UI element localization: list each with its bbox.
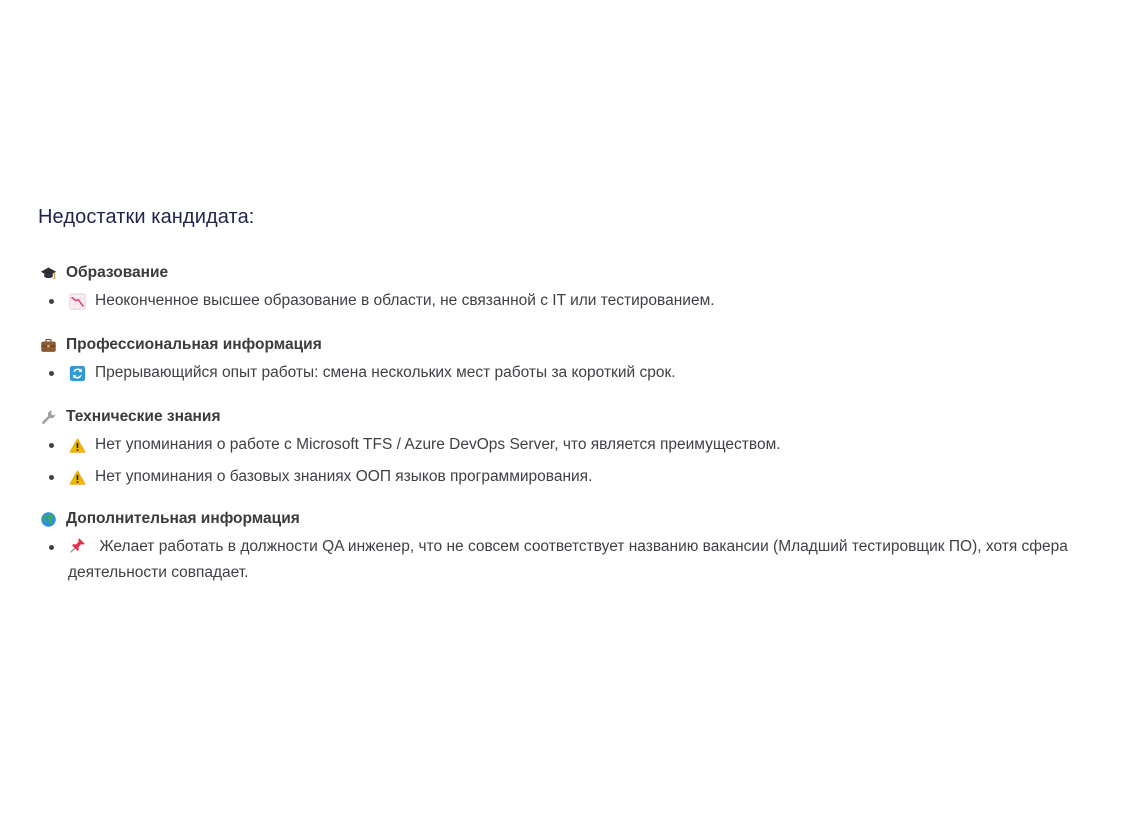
section-heading: Дополнительная информация	[66, 510, 300, 527]
bullet	[49, 443, 54, 448]
globe-icon	[39, 510, 57, 528]
list-item	[38, 360, 1108, 386]
section-technical	[38, 406, 1108, 490]
bullet	[49, 475, 54, 480]
section-additional	[38, 508, 1108, 586]
item-text-block	[68, 534, 1108, 586]
section-list	[38, 534, 1108, 586]
item-text: Желает работать в должности QA инженер, что не совсем соответствует названию вакансии (Младший тестировщик ПО), хотя сфера деятельности совпадает.	[68, 538, 1068, 581]
section-list	[38, 360, 1108, 386]
section-education	[38, 262, 1108, 314]
warning-icon	[68, 468, 86, 486]
page-title: Недостатки кандидата:	[38, 206, 255, 228]
bullet	[49, 545, 54, 550]
list-item	[38, 464, 1108, 490]
pushpin-icon	[68, 537, 86, 555]
section-heading: Образование	[66, 264, 169, 281]
section-list	[38, 288, 1108, 314]
bullet	[49, 299, 54, 304]
section-heading: Технические знания	[66, 408, 221, 425]
item-text: Неоконченное высшее образование в области, не связанной с IT или тестированием.	[95, 292, 715, 309]
item-text: Нет упоминания о работе с Microsoft TFS / Azure DevOps Server, что является преимуществом.	[95, 436, 781, 453]
candidate-weaknesses-panel	[38, 202, 1108, 586]
section-professional	[38, 334, 1108, 386]
repeat-arrows-icon	[68, 364, 86, 382]
list-item	[38, 534, 1108, 586]
list-item	[38, 288, 1108, 314]
graduation-cap-icon	[39, 264, 57, 282]
section-header	[38, 334, 1108, 356]
section-heading: Профессиональная информация	[66, 336, 322, 353]
warning-icon	[68, 436, 86, 454]
briefcase-icon	[39, 336, 57, 354]
wrench-icon	[39, 408, 57, 426]
section-header	[38, 262, 1108, 284]
item-text: Нет упоминания о базовых знаниях ООП языков программирования.	[95, 468, 593, 485]
section-header	[38, 406, 1108, 428]
section-header	[38, 508, 1108, 530]
item-text: Прерывающийся опыт работы: смена нескольких мест работы за короткий срок.	[95, 364, 676, 381]
chart-decreasing-icon	[68, 292, 86, 310]
list-item	[38, 432, 1108, 458]
bullet	[49, 371, 54, 376]
section-list	[38, 432, 1108, 490]
